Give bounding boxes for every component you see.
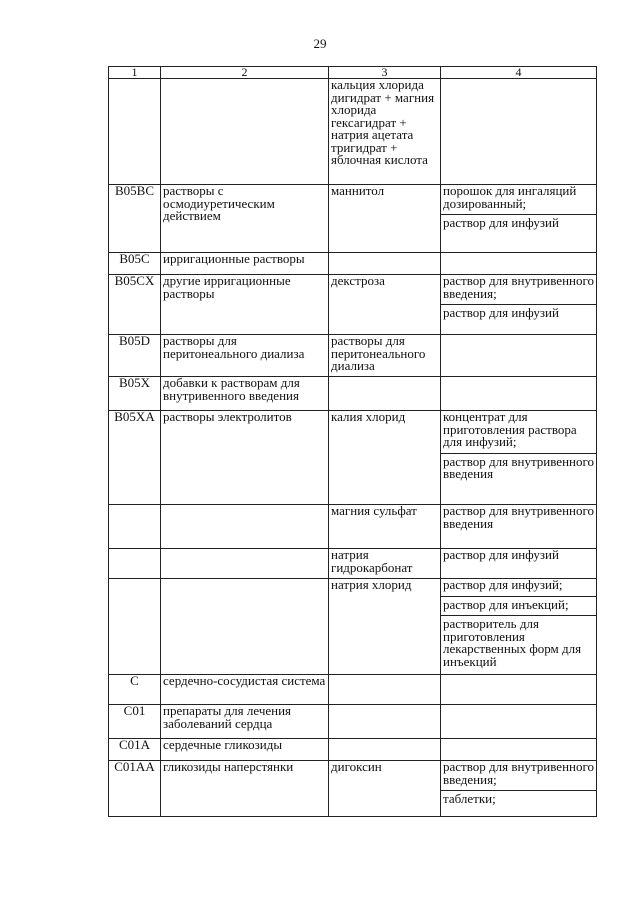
dosage-form-entry: раствор для внутривенного введения; bbox=[443, 273, 594, 301]
drug-name-cell: дигоксин bbox=[329, 761, 441, 817]
dosage-form-entry: концентрат для приготовления раствора для инфузий; bbox=[443, 409, 577, 449]
group-name-cell: гликозиды наперстянки bbox=[161, 761, 329, 817]
drug-name-cell bbox=[329, 739, 441, 761]
group-name-cell bbox=[161, 579, 329, 675]
drug-name-cell: натрия хлорид bbox=[329, 579, 441, 675]
drug-name-cell: растворы для перитонеального диализа bbox=[329, 335, 441, 377]
dosage-form-entry: таблетки; bbox=[441, 790, 596, 806]
group-name-cell: растворы с осмодиуретическим действием bbox=[161, 185, 329, 253]
dosage-forms-cell bbox=[441, 579, 597, 675]
dosage-form-entry: раствор для внутривенного введения bbox=[443, 503, 594, 531]
group-name-cell: растворы для перитонеального диализа bbox=[161, 335, 329, 377]
atc-code-cell bbox=[109, 549, 161, 579]
dosage-forms-cell bbox=[441, 761, 597, 817]
atc-code-cell: B05XA bbox=[109, 411, 161, 505]
dosage-form-entry: порошок для ингаляций дозированный; bbox=[443, 183, 577, 211]
drug-name-cell: натрия гидрокарбонат bbox=[329, 549, 441, 579]
dosage-forms-cell bbox=[441, 253, 597, 275]
table-row bbox=[109, 675, 597, 705]
table-row bbox=[109, 505, 597, 549]
column-header: 3 bbox=[329, 67, 441, 79]
drug-classification-table bbox=[108, 66, 597, 817]
drug-name-cell: маннитол bbox=[329, 185, 441, 253]
table-row bbox=[109, 377, 597, 411]
group-name-cell: сердечно-сосудистая система bbox=[161, 675, 329, 705]
table-row bbox=[109, 579, 597, 675]
group-name-cell: добавки к растворам для внутривенного введения bbox=[161, 377, 329, 411]
atc-code-cell bbox=[109, 579, 161, 675]
atc-code-cell: B05BC bbox=[109, 185, 161, 253]
table-row bbox=[109, 79, 597, 185]
drug-name-cell: калия хлорид bbox=[329, 411, 441, 505]
atc-code-cell: C01 bbox=[109, 705, 161, 739]
atc-code-cell: B05C bbox=[109, 253, 161, 275]
atc-code-cell: C bbox=[109, 675, 161, 705]
dosage-forms-cell bbox=[441, 675, 597, 705]
column-header: 2 bbox=[161, 67, 329, 79]
dosage-form-entry: растворитель для приготовления лекарственных форм для инъекций bbox=[441, 615, 596, 668]
atc-code-cell: C01A bbox=[109, 739, 161, 761]
dosage-form-entry: раствор для инфузий; bbox=[443, 577, 563, 592]
drug-name-cell bbox=[329, 253, 441, 275]
atc-code-cell: B05CX bbox=[109, 275, 161, 335]
dosage-form-entry: раствор для внутривенного введения; bbox=[443, 759, 594, 787]
drug-name-cell bbox=[329, 705, 441, 739]
atc-code-cell: C01AA bbox=[109, 761, 161, 817]
dosage-forms-cell bbox=[441, 411, 597, 505]
table-row bbox=[109, 549, 597, 579]
group-name-cell bbox=[161, 505, 329, 549]
dosage-forms-cell bbox=[441, 275, 597, 335]
group-name-cell bbox=[161, 79, 329, 185]
group-name-cell: ирригационные растворы bbox=[161, 253, 329, 275]
dosage-form-entry: раствор для внутривенного введения bbox=[443, 453, 594, 481]
atc-code-cell: B05X bbox=[109, 377, 161, 411]
drug-name-cell bbox=[329, 377, 441, 411]
dosage-form-entry: раствор для инъекций; bbox=[441, 596, 596, 612]
page-number: 29 bbox=[313, 36, 327, 51]
dosage-form-entry: раствор для инфузий bbox=[441, 214, 596, 230]
dosage-form-entry: раствор для инфузий bbox=[441, 304, 596, 320]
drug-name-cell: кальция хлорида дигидрат + магния хлорида гексагидрат + натрия ацетата тригидрат + яблочная кислота bbox=[329, 79, 441, 185]
drug-name-cell: магния сульфат bbox=[329, 505, 441, 549]
column-header: 4 bbox=[441, 67, 597, 79]
table-row bbox=[109, 705, 597, 739]
dosage-forms-cell bbox=[441, 377, 597, 411]
table-row bbox=[109, 411, 597, 505]
dosage-forms-cell bbox=[441, 705, 597, 739]
dosage-forms-cell bbox=[441, 79, 597, 185]
dosage-forms-cell bbox=[441, 185, 597, 253]
dosage-forms-cell bbox=[441, 505, 597, 549]
table-row bbox=[109, 739, 597, 761]
dosage-forms-cell bbox=[441, 549, 597, 579]
group-name-cell: растворы электролитов bbox=[161, 411, 329, 505]
atc-code-cell bbox=[109, 505, 161, 549]
table-row bbox=[109, 185, 597, 253]
group-name-cell bbox=[161, 549, 329, 579]
group-name-cell: сердечные гликозиды bbox=[161, 739, 329, 761]
atc-code-cell: B05D bbox=[109, 335, 161, 377]
drug-name-cell bbox=[329, 675, 441, 705]
group-name-cell: другие ирригационные растворы bbox=[161, 275, 329, 335]
table-row bbox=[109, 335, 597, 377]
dosage-forms-cell bbox=[441, 335, 597, 377]
drug-name-cell: декстроза bbox=[329, 275, 441, 335]
dosage-form-entry: раствор для инфузий bbox=[443, 547, 559, 562]
table-row bbox=[109, 253, 597, 275]
dosage-forms-cell bbox=[441, 739, 597, 761]
table-row bbox=[109, 275, 597, 335]
atc-code-cell bbox=[109, 79, 161, 185]
table-row bbox=[109, 761, 597, 817]
group-name-cell: препараты для лечения заболеваний сердца bbox=[161, 705, 329, 739]
column-header: 1 bbox=[109, 67, 161, 79]
